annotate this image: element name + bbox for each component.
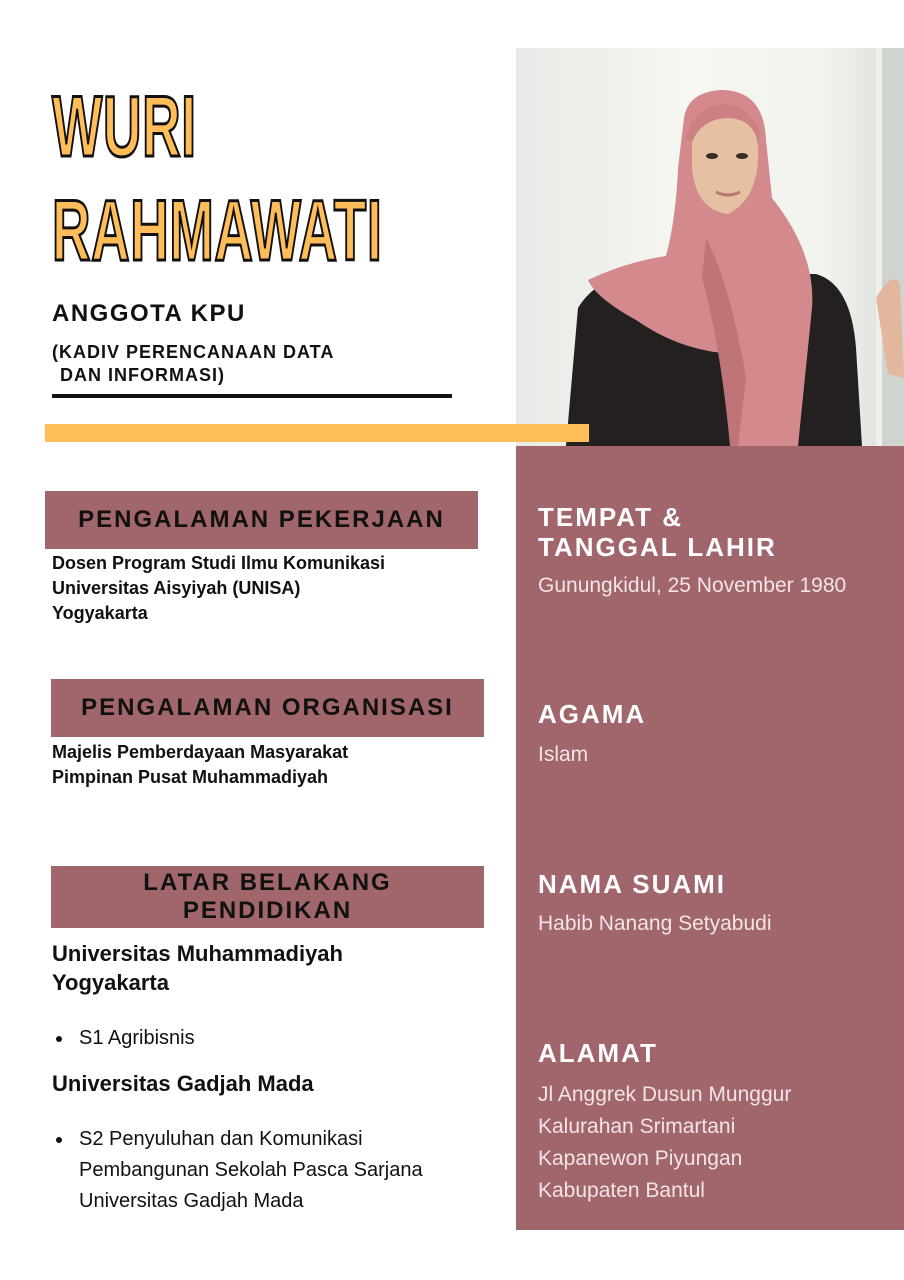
education-heading xyxy=(51,866,484,928)
address-line: Jl Anggrek Dusun Munggur xyxy=(538,1083,792,1106)
address-line: Kapanewon Piyungan xyxy=(538,1147,743,1170)
organization-line: Pimpinan Pusat Muhammadiyah xyxy=(52,767,329,787)
divider-orange xyxy=(45,424,589,442)
birth-heading-line: TANGGAL LAHIR xyxy=(538,532,777,562)
organization-body xyxy=(52,740,348,790)
bullet-icon xyxy=(56,1036,62,1042)
portrait-photo xyxy=(516,48,904,446)
work-line: Yogyakarta xyxy=(52,603,148,623)
spouse-value: Habib Nanang Setyabudi xyxy=(538,912,772,935)
degree-line: S2 Penyuluhan dan Komunikasi xyxy=(79,1128,363,1150)
role-detail-line: (KADIV PERENCANAAN DATA xyxy=(52,342,335,362)
bullet-icon xyxy=(56,1137,62,1143)
address-heading: ALAMAT xyxy=(538,1038,658,1068)
university-line: Yogyakarta xyxy=(52,970,169,995)
birth-heading-line: TEMPAT & xyxy=(538,502,684,532)
address-value xyxy=(538,1079,791,1207)
education-heading-line: PENDIDIKAN xyxy=(182,897,353,924)
address-line: Kalurahan Srimartani xyxy=(538,1115,736,1138)
university-line: Universitas Gadjah Mada xyxy=(52,1071,314,1096)
work-line: Universitas Aisyiyah (UNISA) xyxy=(52,578,301,598)
birth-value: Gunungkidul, 25 November 1980 xyxy=(538,574,847,597)
organization-line: Majelis Pemberdayaan Masyarakat xyxy=(52,742,349,762)
education-university-2 xyxy=(52,1069,314,1098)
work-line: Dosen Program Studi Ilmu Komunikasi xyxy=(52,553,386,573)
work-heading: PENGALAMAN PEKERJAAN xyxy=(45,491,478,549)
degree-line: S1 Agribisnis xyxy=(79,1027,195,1049)
education-degree-2 xyxy=(52,1124,423,1217)
role-detail-line: DAN INFORMASI) xyxy=(60,365,225,385)
degree-line: Universitas Gadjah Mada xyxy=(79,1190,304,1212)
role-detail xyxy=(52,341,334,387)
religion-value: Islam xyxy=(538,743,589,766)
last-name: RAHMAWATI xyxy=(52,183,383,279)
education-degree-1 xyxy=(52,1023,195,1054)
role-title: ANGGOTA KPU xyxy=(52,300,246,327)
work-body xyxy=(52,551,385,626)
religion-heading: AGAMA xyxy=(538,699,647,729)
organization-heading: PENGALAMAN ORGANISASI xyxy=(51,679,484,737)
degree-line: Pembangunan Sekolah Pasca Sarjana xyxy=(79,1159,423,1181)
first-name: WURI xyxy=(52,79,197,175)
birth-heading xyxy=(538,502,777,562)
address-line: Kabupaten Bantul xyxy=(538,1179,705,1202)
education-university-1 xyxy=(52,939,343,997)
spouse-heading: NAMA SUAMI xyxy=(538,869,727,899)
education-heading-line: LATAR BELAKANG xyxy=(143,869,392,896)
divider-black xyxy=(52,394,452,398)
university-line: Universitas Muhammadiyah xyxy=(52,941,343,966)
